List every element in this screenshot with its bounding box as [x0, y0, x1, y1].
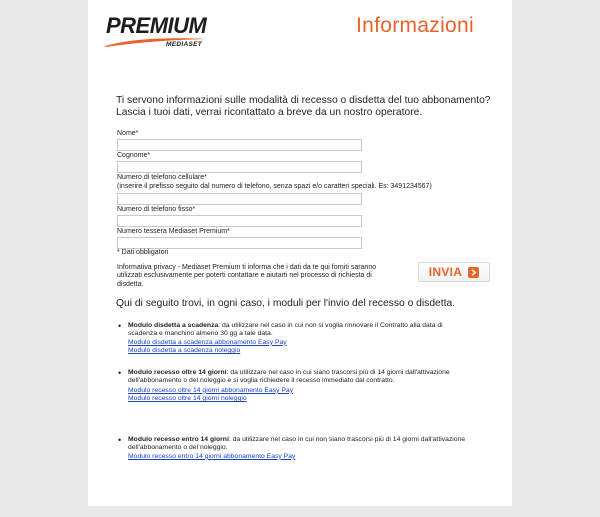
- module-description: : da utilizzare nel caso in cui siano trascorsi più di 14 giorni dall'attivazione dell'abbonamento o del noleggio e si voglia richiedere il recesso immediato dal contratto.: [128, 369, 450, 385]
- module-item: [128, 436, 468, 461]
- bullet-icon: •: [118, 321, 122, 331]
- chevron-right-icon: [468, 267, 479, 278]
- module-link[interactable]: Modulo recesso oltre 14 giorni abbonamento Easy Pay: [128, 386, 294, 394]
- fisso-field[interactable]: [117, 215, 362, 227]
- module-link[interactable]: Modulo disdetta a scadenza abbonamento Easy Pay: [128, 338, 287, 346]
- module-item: [128, 322, 468, 356]
- required-note: * Dati obbligatori: [117, 249, 169, 256]
- logo-subtext: MEDIASET: [166, 41, 202, 48]
- cellulare-hint: (inserire il prefisso seguito dal numero di telefono, senza spazi e/o caratteri speciali. Es: 3491234567): [117, 183, 432, 190]
- module-link[interactable]: Modulo recesso oltre 14 giorni noleggio: [128, 395, 247, 403]
- modules-heading: Qui di seguito trovi, in ogni caso, i moduli per l'invio del recesso o disdetta.: [116, 298, 456, 309]
- intro-line-2: Lascia i tuoi dati, verrai ricontattato a breve da un nostro operatore.: [116, 107, 423, 118]
- tessera-field[interactable]: [117, 237, 362, 249]
- module-link[interactable]: Modulo recesso entro 14 giorni abbonamento Easy Pay: [128, 452, 296, 460]
- cellulare-label: Numero di telefono cellulare*: [117, 174, 207, 181]
- bullet-icon: •: [118, 368, 122, 378]
- bullet-icon: •: [118, 435, 122, 445]
- intro-text: [116, 95, 506, 119]
- content-panel: [88, 0, 512, 506]
- privacy-text: Informativa privacy - Mediaset Premium ti informa che i dati da te qui forniti saranno utilizzati esclusivamente per poterti contattare e aiutarti nel processo di richiesta di disdetta.: [117, 264, 377, 288]
- cognome-label: Cognome*: [117, 152, 151, 159]
- module-link[interactable]: Modulo disdetta a scadenza noleggio: [128, 347, 241, 355]
- invia-button[interactable]: [418, 262, 490, 282]
- page-title: Informazioni: [356, 14, 474, 37]
- module-description: : da utilizzare nel caso in cui non siano trascorsi più di 14 giorni dall'attivazione dell'abbonamento o del noleggio.: [128, 436, 466, 452]
- logo-wordmark: PREMIUM: [106, 13, 207, 38]
- cellulare-field[interactable]: [117, 193, 362, 205]
- fisso-label: Numero di telefono fisso*: [117, 206, 196, 213]
- nome-field[interactable]: [117, 139, 362, 151]
- module-title: Modulo recesso oltre 14 giorni: [128, 369, 227, 376]
- module-title: Modulo disdetta a scadenza: [128, 322, 219, 329]
- invia-label: INVIA: [428, 265, 463, 279]
- module-title: Modulo recesso entro 14 giorni: [128, 436, 229, 443]
- intro-line-1: Ti servono informazioni sulle modalità di recesso o disdetta del tuo abbonamento?: [116, 95, 491, 106]
- cognome-field[interactable]: [117, 161, 362, 173]
- tessera-label: Numero tessera Mediaset Premium*: [117, 228, 230, 235]
- premium-mediaset-logo[interactable]: [104, 14, 212, 50]
- module-description: : da utilizzare nel caso in cui non si voglia rinnovare il Contratto alla data di scadenza e manchino almeno 30 gg a tale data.: [128, 322, 443, 338]
- module-item: [128, 369, 468, 404]
- nome-label: Nome*: [117, 130, 139, 137]
